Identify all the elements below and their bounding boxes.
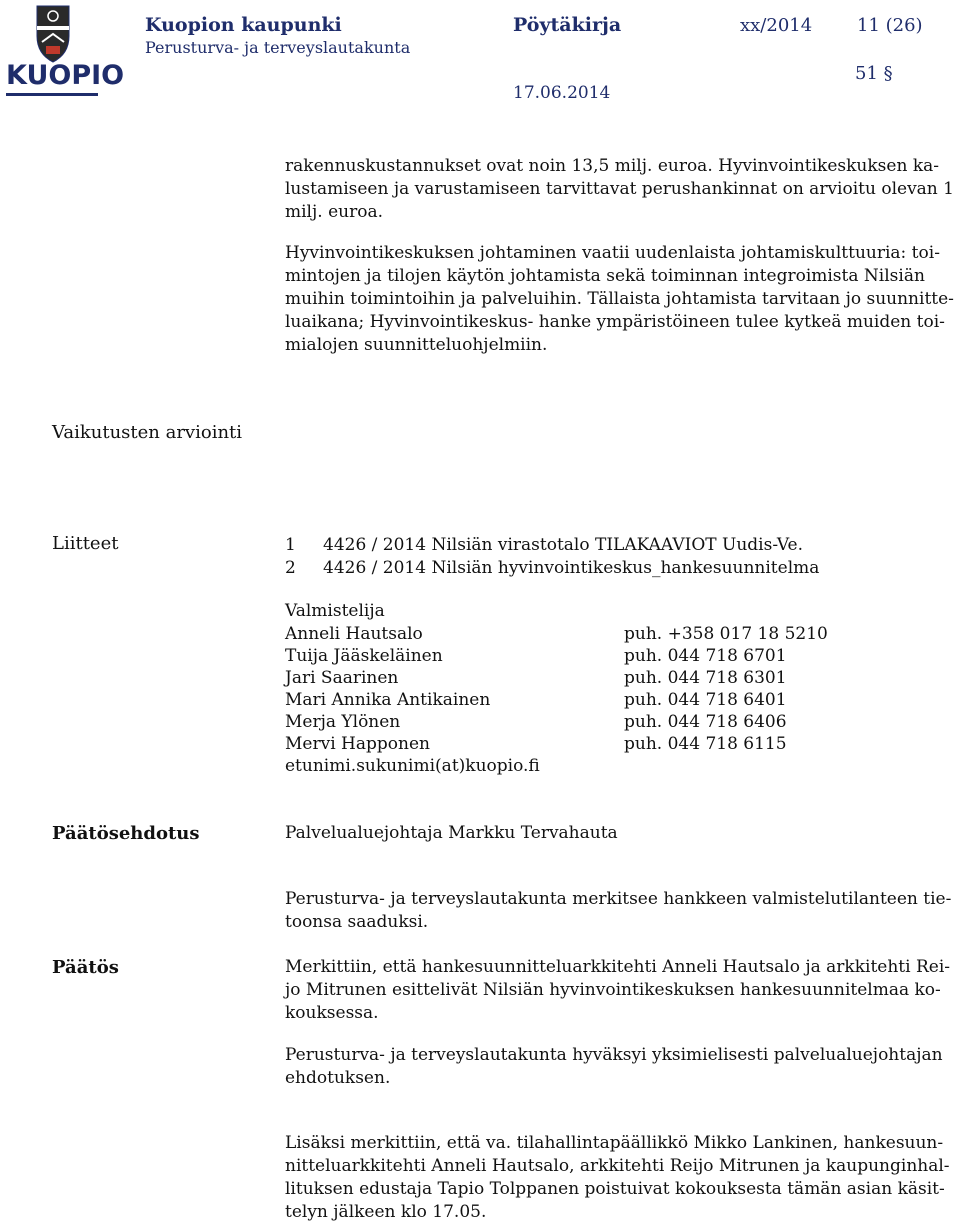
decision-text-2 xyxy=(285,1044,945,1090)
text-line: toonsa saaduksi. xyxy=(285,912,429,932)
preparer-phone: puh. 044 718 6701 xyxy=(624,646,787,666)
attachment-link[interactable]: 4426 / 2014 Nilsiän virastotalo TILAKAAVIOT Uudis-Ve. xyxy=(323,535,804,555)
preparer-name: Merja Ylönen xyxy=(285,712,401,732)
text-line: rakennuskustannukset ovat noin 13,5 milj. euroa. Hyvinvointikeskuksen ka- xyxy=(285,156,939,176)
proposal-person: Palvelualuejohtaja Markku Tervahauta xyxy=(285,823,618,843)
preparer-name: Jari Saarinen xyxy=(285,668,399,688)
document-number: xx/2014 xyxy=(740,15,813,36)
city-name: Kuopion kaupunki xyxy=(145,14,342,36)
proposal-text xyxy=(285,888,952,934)
paragraph-leadership xyxy=(285,242,954,357)
meeting-date: 17.06.2014 xyxy=(513,83,611,103)
preparer-name: Mari Annika Antikainen xyxy=(285,690,491,710)
board-name: Perusturva- ja terveyslautakunta xyxy=(145,38,411,57)
preparer-name: Anneli Hautsalo xyxy=(285,624,423,644)
text-line: Perusturva- ja terveyslautakunta hyväksyi yksimielisesti palvelualuejohtajan xyxy=(285,1045,943,1065)
attachments-label: Liitteet xyxy=(52,533,119,554)
email-format: etunimi.sukunimi(at)kuopio.fi xyxy=(285,756,540,776)
preparer-name: Mervi Happonen xyxy=(285,734,430,754)
text-line: lituksen edustaja Tapio Tolppanen poistuivat kokouksesta tämän asian käsit- xyxy=(285,1179,945,1199)
proposal-label: Päätösehdotus xyxy=(52,823,200,844)
logo-wordmark: KUOPIO xyxy=(6,60,125,91)
text-line: jo Mitrunen esittelivät Nilsiän hyvinvointikeskuksen hankesuunnitelmaa ko- xyxy=(285,980,941,1000)
text-line: Lisäksi merkittiin, että va. tilahallintapäällikkö Mikko Lankinen, hankesuun- xyxy=(285,1133,944,1153)
kuopio-logo xyxy=(6,4,125,96)
text-line: milj. euroa. xyxy=(285,202,383,222)
page-number: 11 (26) xyxy=(857,15,923,36)
text-line: Hyvinvointikeskuksen johtaminen vaatii uudenlaista johtamiskulttuuria: toi- xyxy=(285,243,940,263)
preparer-phone: puh. 044 718 6406 xyxy=(624,712,787,732)
attachment-link[interactable]: 4426 / 2014 Nilsiän hyvinvointikeskus_hankesuunnitelma xyxy=(323,558,820,578)
kuopio-coat-of-arms-icon xyxy=(6,4,100,64)
decision-text-3 xyxy=(285,1132,950,1224)
text-line: mintojen ja tilojen käytön johtamista sekä toiminnan integroimista Nilsiän xyxy=(285,266,925,286)
text-line: mialojen suunnitteluohjelmiin. xyxy=(285,335,548,355)
text-line: telyn jälkeen klo 17.05. xyxy=(285,1202,487,1222)
paragraph-cost xyxy=(285,155,954,224)
preparer-phone: puh. 044 718 6115 xyxy=(624,734,787,754)
text-line: luaikana; Hyvinvointikeskus- hanke ympäristöineen tulee kytkeä muiden toi- xyxy=(285,312,945,332)
preparer-label: Valmistelija xyxy=(285,601,385,621)
preparer-phone: puh. 044 718 6401 xyxy=(624,690,787,710)
text-line: lustamiseen ja varustamiseen tarvittavat perushankinnat on arvioitu olevan 1 xyxy=(285,179,954,199)
text-line: kouksessa. xyxy=(285,1003,379,1023)
text-line: Perusturva- ja terveyslautakunta merkitsee hankkeen valmistelutilanteen tie- xyxy=(285,889,952,909)
section-number: 51 § xyxy=(855,63,893,84)
text-line: Merkittiin, että hankesuunnitteluarkkitehti Anneli Hautsalo ja arkkitehti Rei- xyxy=(285,957,951,977)
impact-heading: Vaikutusten arviointi xyxy=(52,422,243,443)
preparer-name: Tuija Jääskeläinen xyxy=(285,646,443,666)
attachment-number: 1 xyxy=(285,535,296,555)
decision-label: Päätös xyxy=(52,957,119,978)
attachment-number: 2 xyxy=(285,558,296,578)
text-line: ehdotuksen. xyxy=(285,1068,391,1088)
preparer-phone: puh. 044 718 6301 xyxy=(624,668,787,688)
logo-underline xyxy=(6,93,98,96)
decision-text-1 xyxy=(285,956,951,1025)
text-line: muihin toimintoihin ja palveluihin. Tällaista johtamista tarvitaan jo suunnitte- xyxy=(285,289,954,309)
document-type: Pöytäkirja xyxy=(513,14,622,36)
preparer-phone: puh. +358 017 18 5210 xyxy=(624,624,828,644)
text-line: nitteluarkkitehti Anneli Hautsalo, arkkitehti Reijo Mitrunen ja kaupunginhal- xyxy=(285,1156,950,1176)
